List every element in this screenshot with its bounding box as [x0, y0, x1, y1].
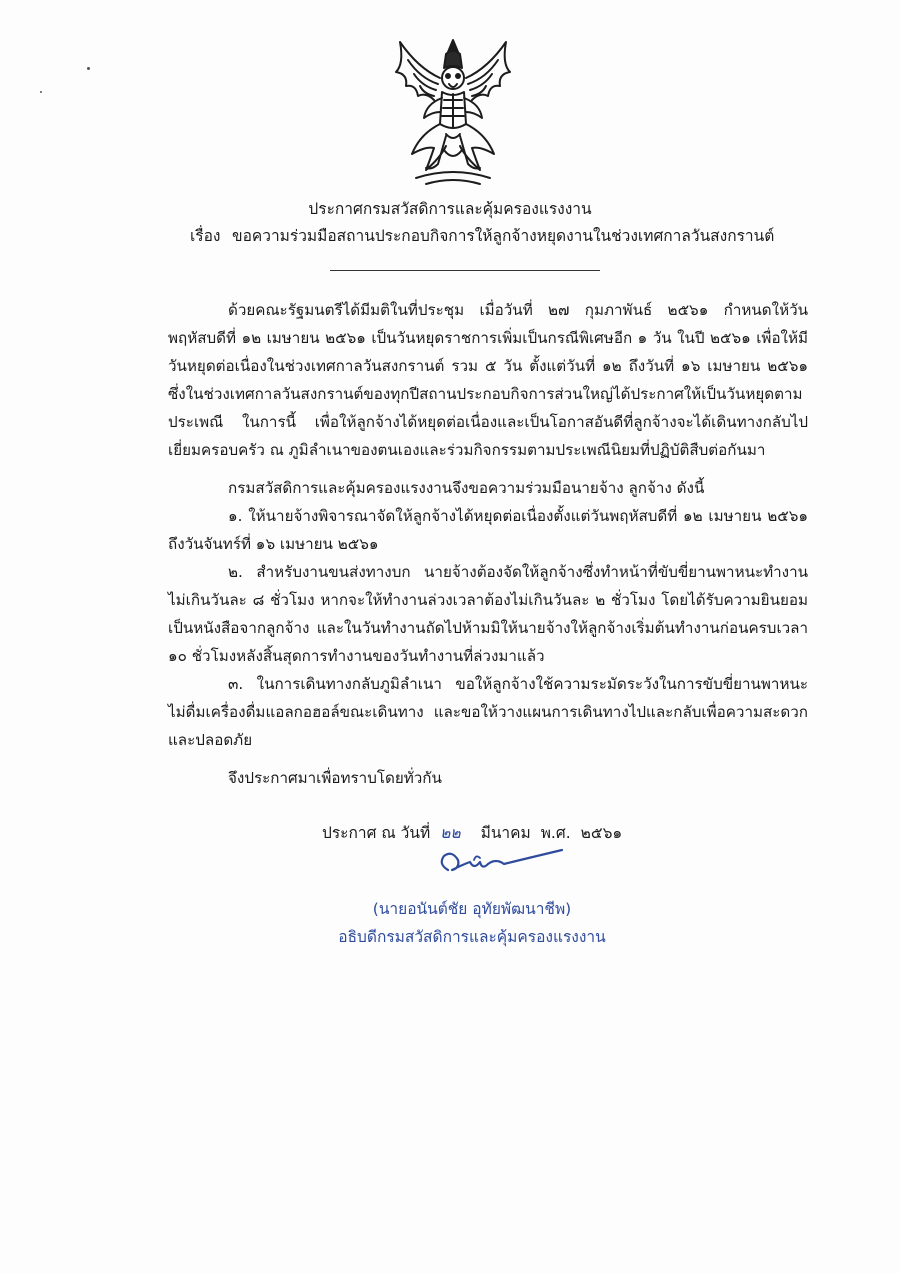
- subject-label: เรื่อง: [190, 227, 221, 245]
- body-item-2: ๒. สำหรับงานขนส่งทางบก นายจ้างต้องจัดให้ลูกจ้างซึ่งทำหน้าที่ขับขี่ยานพาหนะทำงานไม่เกินวันละ ๘ ชั่วโมง หากจะให้ทำงานล่วงเวลาต้องไม่เกินวันละ ๒ ชั่วโมง โดยได้รับความยินยอมเป็นหนังสือจากลูกจ้าง และในวันทำงานถัดไปห้ามมิให้นายจ้างให้ลูกจ้างเริ่มต้นทำงานก่อนครบเวลา ๑๐ ชั่วโมงหลังสิ้นสุดการทำงานของวันทำงานที่ล่วงมาแล้ว: [168, 563, 808, 665]
- announcement-title: ประกาศกรมสวัสดิการและคุ้มครองแรงงาน: [308, 200, 592, 218]
- closing-line: จึงประกาศมาเพื่อทราบโดยทั่วกัน: [228, 769, 442, 787]
- handwritten-signature: [430, 840, 570, 888]
- body-item-1: ๑. ให้นายจ้างพิจารณาจัดให้ลูกจ้างได้หยุดต่อเนื่องตั้งแต่วันพฤหัสบดีที่ ๑๒ เมษายน ๒๕๖๑ ถึงวันจันทร์ที่ ๑๖ เมษายน ๒๕๖๑: [168, 507, 808, 553]
- subject-line: [190, 225, 830, 247]
- scan-speck: [87, 67, 90, 70]
- date-month: มีนาคม: [480, 824, 531, 842]
- date-era: พ.ศ.: [540, 824, 571, 842]
- garuda-emblem-icon: [386, 38, 520, 188]
- body-item-3: ๓. ในการเดินทางกลับภูมิลำเนา ขอให้ลูกจ้างใช้ความระมัดระวังในการขับขี่ยานพาหนะไม่ดื่มเครื่องดื่มแอลกอฮอล์ขณะเดินทาง และขอให้วางแผนการเดินทางไปและกลับเพื่อความสะดวกและปลอดภัย: [168, 675, 808, 749]
- date-year: ๒๕๖๑: [580, 824, 623, 842]
- signer-position: อธิบดีกรมสวัสดิการและคุ้มครองแรงงาน: [338, 928, 606, 946]
- body-paragraph-1: ด้วยคณะรัฐมนตรีได้มีมติในที่ประชุม เมื่อวันที่ ๒๗ กุมภาพันธ์ ๒๕๖๑ กำหนดให้วันพฤหัสบดีที่ ๑๒ เมษายน ๒๕๖๑ เป็นวันหยุดราชการเพิ่มเป็นกรณีพิเศษอีก ๑ วัน ในปี ๒๕๖๑ เพื่อให้มีวันหยุดต่อเนื่องในช่วงเทศกาลวันสงกรานต์ รวม ๕ วัน ตั้งแต่วันที่ ๑๒ ถึงวันที่ ๑๖ เมษายน ๒๕๖๑ ซึ่งในช่วงเทศกาลวันสงกรานต์ของทุกปีสถานประกอบกิจการส่วนใหญ่ได้ประกาศให้เป็นวันหยุดตามประเพณี ในการนี้ เพื่อให้ลูกจ้างได้หยุดต่อเนื่องและเป็นโอกาสอันดีที่ลูกจ้างจะได้เดินทางกลับไปเยี่ยมครอบครัว ณ ภูมิลำเนาของตนเองและร่วมกิจกรรมตามประเพณีนิยมที่ปฏิบัติสืบต่อกันมา: [168, 301, 808, 459]
- subject-text: ขอความร่วมมือสถานประกอบกิจการให้ลูกจ้างหยุดงานในช่วงเทศกาลวันสงกรานต์: [232, 227, 775, 245]
- scan-speck: [40, 91, 42, 93]
- signer-name: (นายอนันต์ชัย อุทัยพัฒนาชีพ): [372, 900, 572, 918]
- date-prefix: ประกาศ ณ วันที่: [322, 824, 431, 842]
- body-paragraph-2: กรมสวัสดิการและคุ้มครองแรงงานจึงขอความร่วมมือนายจ้าง ลูกจ้าง ดังนี้: [228, 479, 705, 497]
- document-body: [168, 296, 808, 792]
- date-day: ๒๒: [440, 824, 461, 842]
- title-divider: [330, 270, 600, 271]
